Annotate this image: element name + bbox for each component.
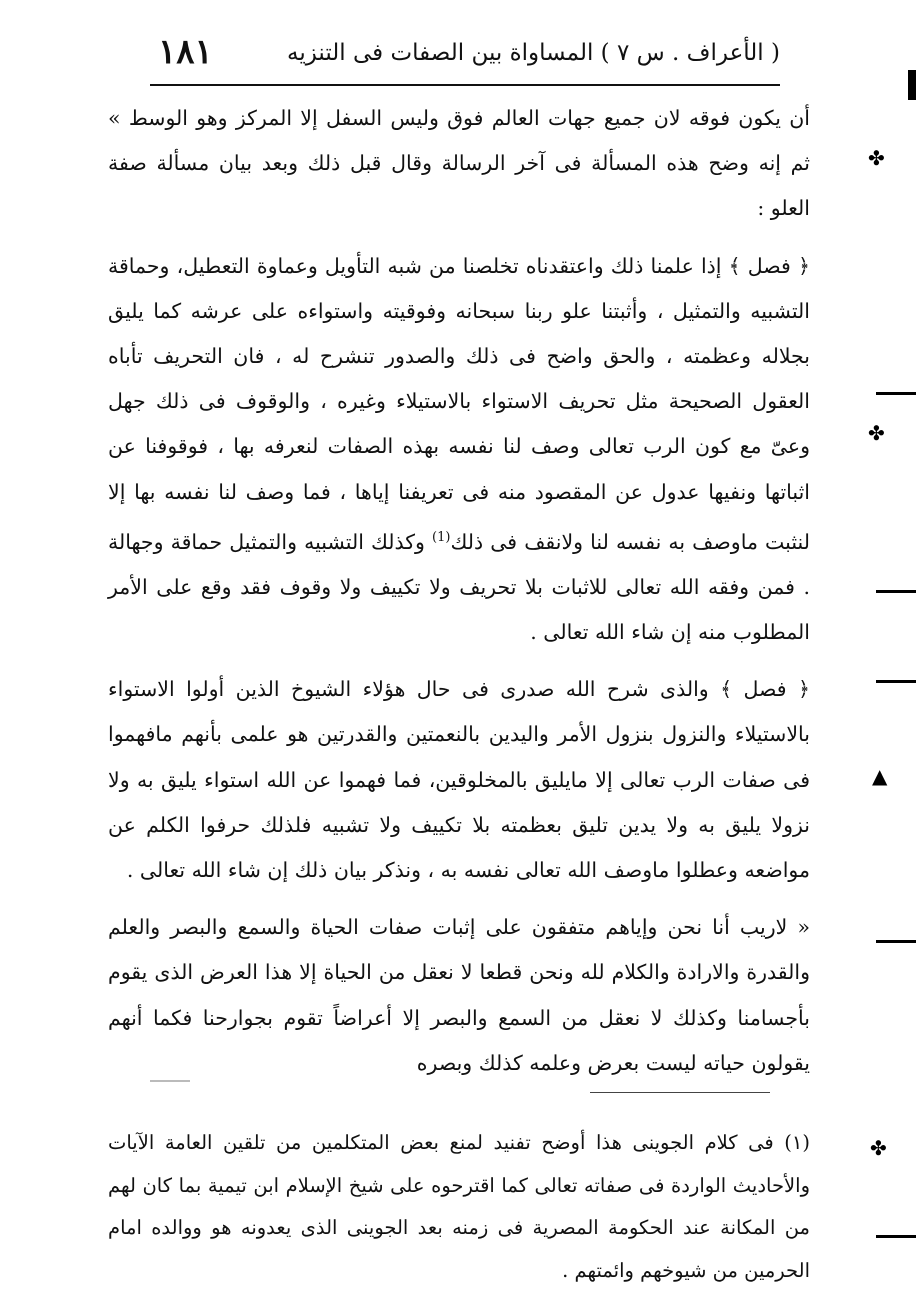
main-text — [108, 96, 810, 1098]
paragraph: أن يكون فوقه لان جميع جهات العالم فوق وليس السفل إلا المركز وهو الوسط » ثم إنه وضح هذه المسألة فى آخر الرسالة وقال قبل ذلك وبعد بيان مسألة صفة العلو : — [108, 106, 810, 221]
star-ornament-icon: ✤ — [868, 421, 885, 445]
margin-rule — [876, 680, 916, 683]
header-rule — [150, 84, 780, 86]
margin-rule — [876, 590, 916, 593]
star-ornament-icon: ✤ — [870, 1136, 887, 1160]
star-ornament-icon: ✤ — [868, 146, 885, 170]
margin-rule — [876, 392, 916, 395]
page-number: ١٨١ — [158, 32, 213, 72]
scan-artifact — [150, 1080, 190, 1082]
margin-rule — [876, 1235, 916, 1238]
binding-mark — [908, 70, 916, 100]
running-head: ( الأعراف . س ٧ ) المساواة بين الصفات فى التنزيه — [287, 40, 780, 66]
footnote-marker: (1) — [432, 529, 451, 545]
footnotes — [108, 1122, 810, 1292]
footnote: (١) فى كلام الجوينى هذا أوضح تفنيد لمنع بعض المتكلمين من تلقين العامة الآيات والأحاديث الواردة فى صفاته تعالى كما اقترحوه على شيخ الإسلام ابن تيمية بما كان لهم من المكانة عند الحكومة المصرية فى زمنه بعد الجوينى الذى يعدونه هو ووالده امام الحرمين من شيوخهم وائمتهم . — [108, 1131, 810, 1282]
page-header — [150, 30, 780, 80]
paragraph — [108, 244, 810, 656]
paragraph-text: ﴿ فصل ﴾ إذا علمنا ذلك واعتقدناه تخلصنا من شبه التأويل وعماوة التعطيل، وحماقة التشبيه والتمثيل ، وأثبتنا علو ربنا سبحانه وفوقيته واستواءه على عرشه كما يليق بجلاله وعظمته ، والحق واضح فى ذلك والصدور تنشرح له ، فان التحريف تأباه العقول الصحيحة مثل تحريف الاستواء بالاستيلاء وغيره ، والوقوف فى ذلك جهل وعىّ مع كون الرب تعالى وصف لنا نفسه بهذه الصفات لنعرفه بها ، فوقوفنا عن اثباتها ونفيها عدول عن المقصود منه فى تعريفنا إياها ، فما وصف لنا نفسه بها إلا لنثبت ماوصف به نفسه لنا ولانقف فى ذلك — [108, 253, 810, 554]
paragraph: « لاريب أنا نحن وإياهم متفقون على إثبات صفات الحياة والسمع والبصر والعلم والقدرة والارادة والكلام لله ونحن قطعا لا نعقل من الحياة إلا هذا العرض الذى يقوم بأجسامنا وكذلك لا نعقل من السمع والبصر إلا أعراضاً تقوم بجوارحنا فكما أنهم يقولون حياته ليست بعرض وعلمه كذلك وبصره — [108, 915, 810, 1075]
margin-rule — [876, 940, 916, 943]
footnote-rule — [590, 1092, 770, 1093]
paragraph-text: وكذلك التشبيه والتمثيل حماقة وجهالة . فمن وفقه الله تعالى للاثبات بلا تحريف ولا تكييف ولا وقوف فقد وقع على الأمر المطلوب منه إن شاء الله تعالى . — [108, 529, 810, 645]
triangle-ornament-icon: ▲ — [872, 764, 888, 788]
paragraph: ﴿ فصل ﴾ والذى شرح الله صدرى فى حال هؤلاء الشيوخ الذين أولوا الاستواء بالاستيلاء والنزول بنزول الأمر واليدين بالنعمتين والقدرتين هو علمى بأنهم مافهموا فى صفات الرب تعالى إلا مايليق بالمخلوقين، فما فهموا عن الله استواء يليق به ولا نزولا يليق به ولا يدين تليق بعظمته بلا تكييف ولا تشبيه فلذلك حرفوا الكلم عن مواضعه وعطلوا ماوصف الله تعالى نفسه به ، ونذكر بيان ذلك إن شاء الله تعالى . — [108, 677, 810, 883]
